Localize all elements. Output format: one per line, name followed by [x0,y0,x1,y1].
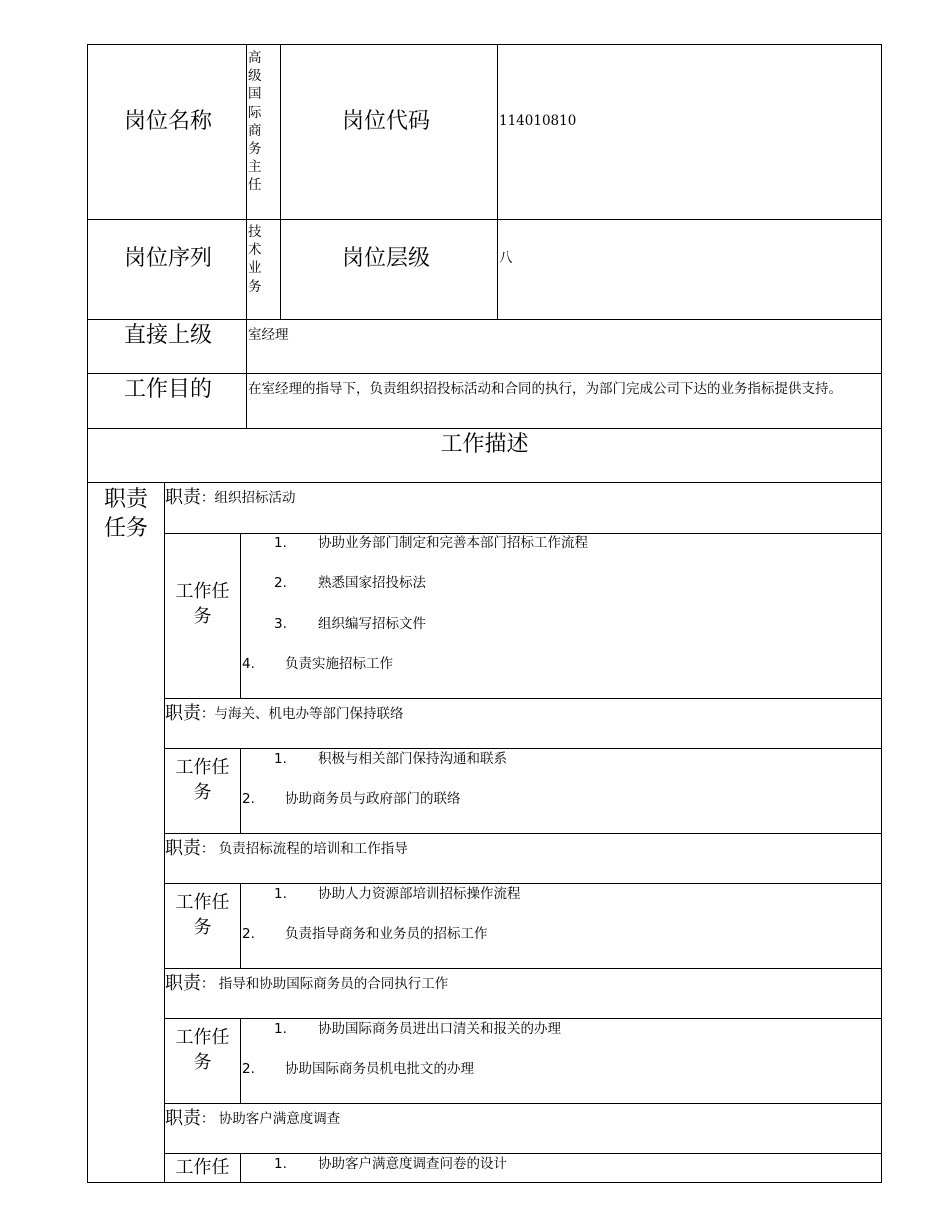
task-text: 积极与相关部门保持沟通和联系 [318,751,507,767]
row-divider [165,883,881,884]
task-text: 负责指导商务和业务员的招标工作 [285,926,488,942]
duty-text: ：组织招标活动 [201,490,296,506]
task-number: 1. [274,535,287,551]
task-number: 1. [274,1021,287,1037]
col-divider [280,45,281,319]
row-divider [165,748,881,749]
row-divider [88,219,881,220]
post-level-value: 八 [499,250,513,266]
duty-task-side-label: 职责 [104,487,149,512]
task-number: 2. [242,926,255,942]
task-number: 2. [242,1061,255,1077]
purpose-label: 工作目的 [124,377,213,402]
task-text: 负责实施招标工作 [285,656,393,672]
post-series-label: 岗位序列 [124,246,213,271]
col-divider [240,534,241,698]
duty-text: ： 协助客户满意度调查 [201,1111,341,1127]
row-divider [88,482,881,483]
col-divider [246,45,247,428]
duty-text: ：与海关、机电办等部门保持联络 [201,706,404,722]
post-name-label: 岗位名称 [124,109,213,134]
duty-label: 职责 [165,1108,201,1129]
task-text: 协助商务员与政府部门的联络 [285,791,461,807]
task-number: 3. [274,616,287,632]
post-level-label: 岗位层级 [342,246,431,271]
task-number: 1. [274,751,287,767]
task-number: 2. [274,575,287,591]
col-divider [497,45,498,319]
duty-label: 职责 [165,703,201,724]
task-text: 协助人力资源部培训招标操作流程 [318,886,521,902]
purpose-value: 在室经理的指导下，负责组织招投标活动和合同的执行，为部门完成公司下达的业务指标提供支持。 [248,381,842,397]
duty-label: 职责 [165,838,201,859]
col-divider [240,1019,241,1103]
row-divider [165,1153,881,1154]
row-divider [165,833,881,834]
supervisor-value: 室经理 [248,327,289,343]
duty-text: ： 指导和协助国际商务员的合同执行工作 [201,976,449,992]
post-series-value: 技术业务 [248,224,262,295]
task-text: 协助国际商务员进出口清关和报关的办理 [318,1021,561,1037]
row-divider [88,373,881,374]
task-text: 协助国际商务员机电批文的办理 [285,1061,474,1077]
row-divider [88,319,881,320]
post-name-value: 高级国际商务主任 [248,50,262,194]
duty-text: ： 负责招标流程的培训和工作指导 [201,841,408,857]
task-text: 熟悉国家招投标法 [318,575,426,591]
duty-task-side-label: 任务 [104,516,149,541]
section-title: 工作描述 [440,432,529,457]
row-divider [88,428,881,429]
post-code-value: 114010810 [499,113,577,129]
col-divider [240,749,241,833]
row-divider [165,533,881,534]
job-description-form: 岗位名称 高级国际商务主任 岗位代码 114010810 岗位序列 技术业务 岗位层级 八 直接上级 室经理 工作目的 在室经理的指导下，负责组织招投标活动和合同的执行，为部门完成公司下达的业务指标提供支持。 工作描述 职责 任务 职责 ：组织招标活动 工作任 务 1. 协助业务部门制定和完善本部门招标工作流程 2. 熟悉国家招投标法 3. 组织编写招标文件 4. 负责实施招标工作 职责 ：与海关、机电办等部门保持联络 工作任 务 1. 积极与相关部门保持沟通和联系 2. 协助商务员与政府部门的联络 职责 ： 负责招标流程的培训和工作指导 工作任 务 1. 协助人力资源部培训招标操作流程 2. 负责指导商务和业务员的招标工作 职责 ： 指导和协助国际商务员的合同执行工作 工作任 务 1. 协助国际商务员进出口清关和报关的办理 2. 协助国际商务员机电批文的办理 职责 ： 协助客户满意度调查 工作任 1. 协助客户满意度调查问卷的设计 [0,0,950,1230]
task-number: 1. [274,1156,287,1172]
task-number: 4. [242,656,255,672]
col-divider [240,1154,241,1182]
col-divider [240,884,241,968]
row-divider [165,1018,881,1019]
task-text: 协助业务部门制定和完善本部门招标工作流程 [318,535,588,551]
duty-label: 职责 [165,973,201,994]
task-number: 1. [274,886,287,902]
duty-label: 职责 [165,487,201,508]
row-divider [165,1103,881,1104]
task-text: 协助客户满意度调查问卷的设计 [318,1156,507,1172]
row-divider [165,698,881,699]
supervisor-label: 直接上级 [124,323,213,348]
task-text: 组织编写招标文件 [318,616,426,632]
row-divider [165,968,881,969]
post-code-label: 岗位代码 [342,109,431,134]
task-number: 2. [242,791,255,807]
